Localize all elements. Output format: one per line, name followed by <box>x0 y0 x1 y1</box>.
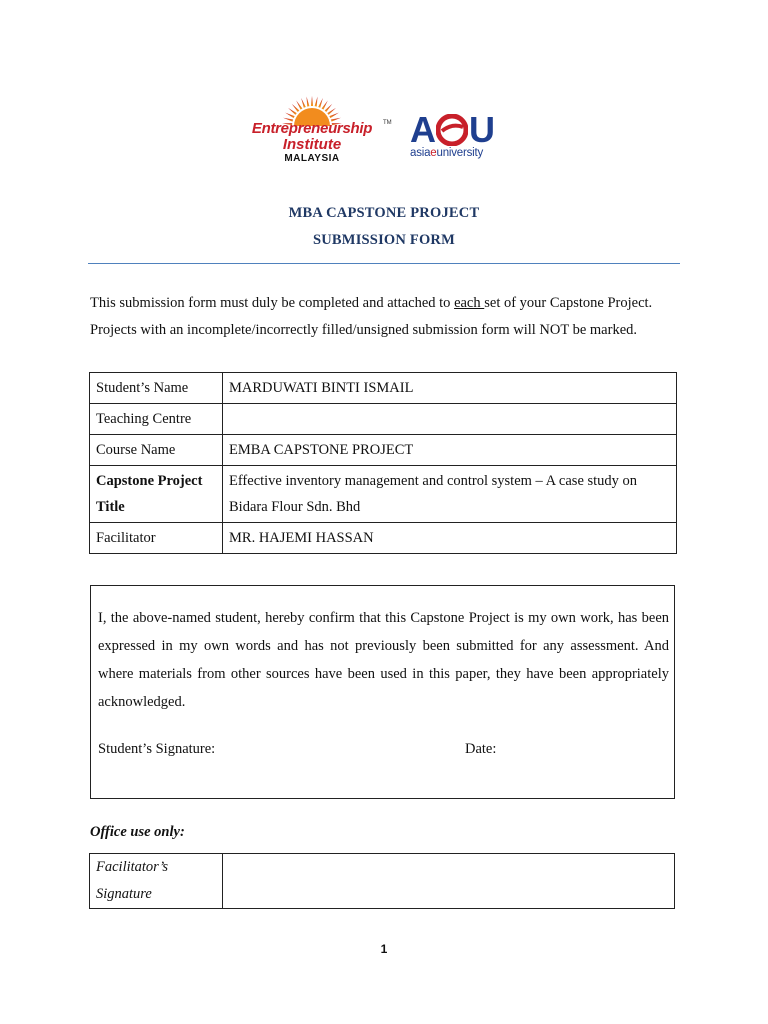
intro-text: This submission form must duly be completed and attached to <box>90 295 455 311</box>
facilitator-signature-value <box>223 854 675 909</box>
logo-text-entrepreneurship: Entrepreneurship <box>251 120 373 137</box>
sun-ray <box>318 98 323 108</box>
page-number: 1 <box>380 942 388 956</box>
sun-ray <box>315 97 318 107</box>
form-subtitle: SUBMISSION FORM <box>313 232 455 248</box>
sun-ray <box>288 108 297 115</box>
office-use-table <box>89 853 675 909</box>
project-title-value: Effective inventory management and control system – A case study on Bidara Flour Sdn. Bhd <box>223 466 677 523</box>
intro-paragraph <box>90 290 690 344</box>
sun-ray <box>325 104 333 112</box>
logo-text-institute: Institute <box>282 136 342 153</box>
date-label: Date: <box>465 741 497 757</box>
table-row <box>90 404 677 435</box>
table-row <box>90 435 677 466</box>
intro-underlined-word: each <box>454 295 485 311</box>
office-use-heading: Office use only: <box>90 824 185 840</box>
wordmark-e: e <box>430 147 437 159</box>
sun-ray <box>296 100 302 109</box>
aeu-e-globe-icon <box>436 114 468 146</box>
declaration-text: I, the above-named student, hereby confirm that this Capstone Project is my own work, has been expressed in my own words and has not previously been submitted for any assessment. And where materials from other sources have been used in this paper, they have been appropriately acknowledged. <box>98 610 669 710</box>
aeu-wordmark <box>410 147 483 159</box>
sun-ray <box>329 113 338 118</box>
sun-ray <box>322 100 328 109</box>
trademark-mark: TM <box>383 120 392 126</box>
sun-ray <box>327 108 336 115</box>
table-row <box>90 854 675 909</box>
student-name-value: MARDUWATI BINTI ISMAIL <box>223 373 677 404</box>
heading-divider <box>88 263 680 264</box>
wordmark-asia: asia <box>410 147 431 159</box>
aeu-letter-u: U <box>469 109 494 150</box>
logo-text-malaysia: MALAYSIA <box>284 153 340 164</box>
intro-text: set of your Capstone Project. <box>484 295 653 311</box>
intro-line-1 <box>90 290 690 317</box>
sun-ray <box>292 104 300 112</box>
table-row <box>90 523 677 554</box>
sun-ray <box>285 113 294 118</box>
aeu-logo-mark <box>410 109 494 150</box>
project-title-label: Capstone Project Title <box>90 466 223 523</box>
facilitator-label: Facilitator <box>90 523 223 554</box>
course-name-label: Course Name <box>90 435 223 466</box>
facilitator-value: MR. HAJEMI HASSAN <box>223 523 677 554</box>
student-name-label: Student’s Name <box>90 373 223 404</box>
sun-ray <box>301 98 306 108</box>
entrepreneurship-institute-logo <box>232 96 392 170</box>
form-title: MBA CAPSTONE PROJECT <box>288 205 480 221</box>
sun-ray <box>306 97 309 107</box>
teaching-centre-label: Teaching Centre <box>90 404 223 435</box>
table-row <box>90 466 677 523</box>
student-info-table <box>89 372 677 554</box>
wordmark-university: university <box>436 147 484 159</box>
student-signature-label: Student’s Signature: <box>98 741 216 757</box>
declaration-box <box>90 585 675 799</box>
asia-e-university-logo <box>408 109 516 164</box>
aeu-letter-a: A <box>410 109 435 150</box>
facilitator-signature-label: Facilitator’s Signature <box>90 854 223 909</box>
course-name-value: EMBA CAPSTONE PROJECT <box>223 435 677 466</box>
teaching-centre-value <box>223 404 677 435</box>
table-row <box>90 373 677 404</box>
intro-line-2: Projects with an incomplete/incorrectly filled/unsigned submission form will NOT be marked. <box>90 322 637 338</box>
sun-ray <box>311 96 313 106</box>
